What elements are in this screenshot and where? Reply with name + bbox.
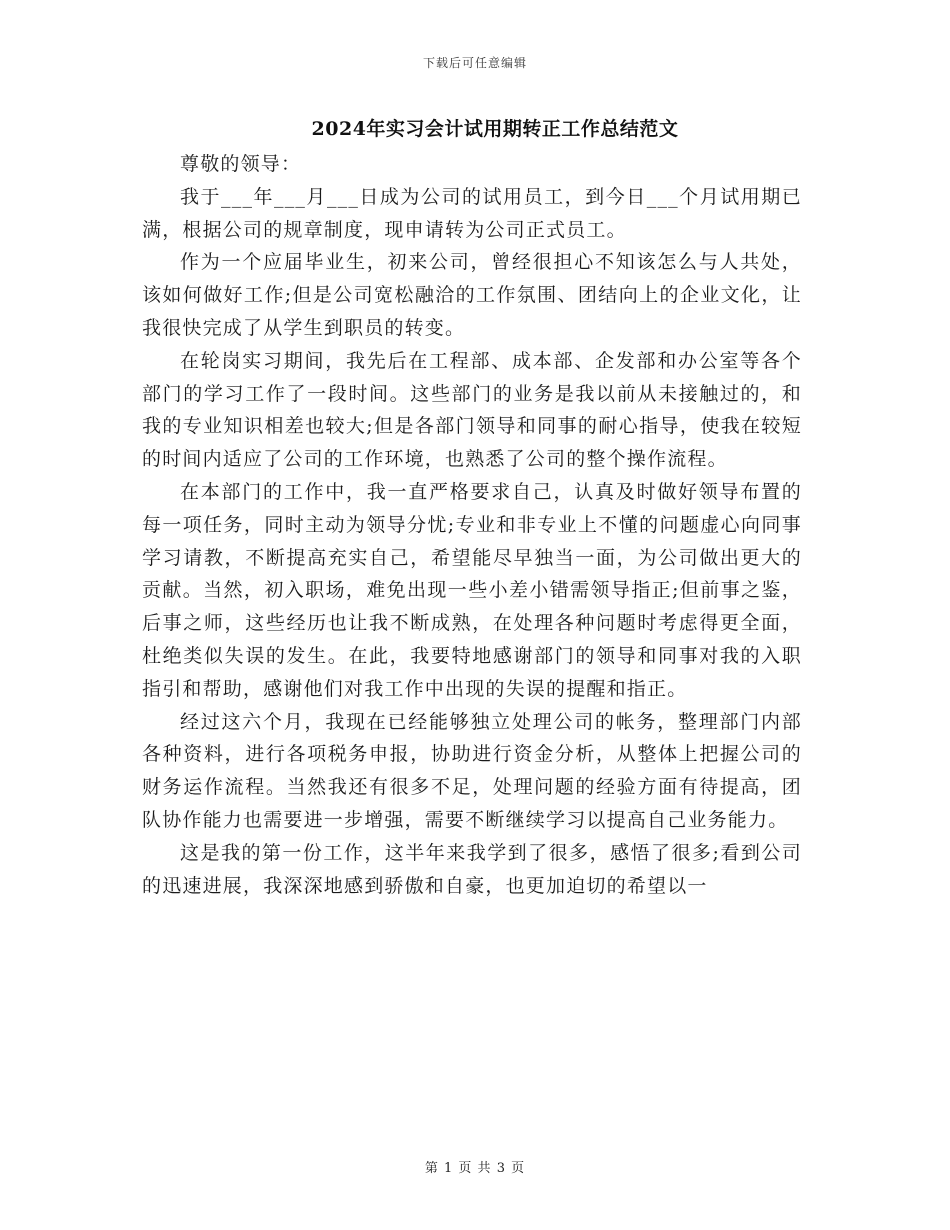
document-title: 2024年实习会计试用期转正工作总结范文: [311, 118, 679, 140]
paragraph: 这是我的第一份工作，这半年来我学到了很多，感悟了很多;看到公司的迅速进展，我深深地感到骄傲和自豪，也更加迫切的希望以一: [142, 841, 802, 897]
paragraph: 经过这六个月，我现在已经能够独立处理公司的帐务，整理部门内部各种资料，进行各项税务申报，协助进行资金分析，从整体上把握公司的财务运作流程。当然我还有很多不足，处理问题的经验方面有待提高，团队协作能力也需要进一步增强，需要不断继续学习以提高自己业务能力。: [142, 710, 802, 831]
paragraph: 在本部门的工作中，我一直严格要求自己，认真及时做好领导布置的每一项任务，同时主动为领导分忧;专业和非专业上不懂的问题虚心向同事学习请教，不断提高充实自己，希望能尽早独当一面，为公司做出更大的贡献。当然，初入职场，难免出现一些小差小错需领导指正;但前事之鉴，后事之师，这些经历也让我不断成熟，在处理各种问题时考虑得更全面，杜绝类似失误的发生。在此，我要特地感谢部门的领导和同事对我的入职指引和帮助，感谢他们对我工作中出现的失误的提醒和指正。: [142, 480, 802, 700]
page-number: 第 1 页 共 3 页: [424, 1161, 526, 1176]
header-note: 下载后可任意编辑: [422, 56, 527, 70]
paragraph: 我于___年___月___日成为公司的试用员工，到今日___个月试用期已满，根据公司的规章制度，现申请转为公司正式员工。: [142, 185, 802, 241]
document-body: [142, 148, 802, 902]
salutation: 尊敬的领导：: [180, 153, 302, 175]
paragraph: 作为一个应届毕业生，初来公司，曾经很担心不知该怎么与人共处，该如何做好工作;但是公司宽松融洽的工作氛围、团结向上的企业文化，让我很快完成了从学生到职员的转变。: [142, 251, 802, 339]
paragraph: 在轮岗实习期间，我先后在工程部、成本部、企发部和办公室等各个部门的学习工作了一段时间。这些部门的业务是我以前从未接触过的，和我的专业知识相差也较大;但是各部门领导和同事的耐心指导，使我在较短的时间内适应了公司的工作环境，也熟悉了公司的整个操作流程。: [142, 349, 802, 471]
